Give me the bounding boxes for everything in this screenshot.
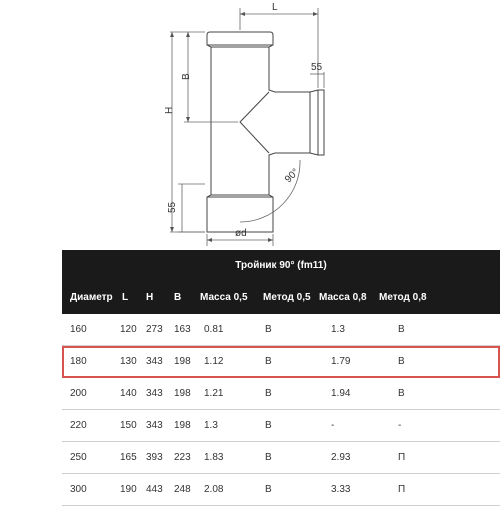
header-method-05: Метод 0,5: [263, 292, 311, 303]
cell-H: 393: [146, 452, 163, 463]
header-mass-08: Масса 0,8: [319, 292, 367, 303]
cell-L: 120: [120, 324, 137, 335]
dim-B-label: B: [181, 73, 192, 80]
table-row: [62, 378, 500, 410]
dim-55-left-label: 55: [167, 201, 178, 213]
cell-method-05: B: [265, 324, 272, 335]
cell-L: 140: [120, 388, 137, 399]
cell-diameter: 300: [70, 484, 87, 495]
branch-join: [240, 92, 269, 153]
dim-angle-label: 90°: [282, 166, 302, 186]
cell-mass-05: 1.21: [204, 388, 224, 399]
cell-L: 130: [120, 356, 137, 367]
header-B: B: [174, 292, 182, 303]
table-row: [62, 474, 500, 506]
spec-table: [62, 250, 500, 506]
header-H: H: [146, 292, 154, 303]
cell-method-08: П: [398, 452, 406, 463]
main-pipe-outline: [207, 32, 324, 232]
cell-mass-08: 1.3: [331, 324, 345, 335]
dim-L-label: L: [272, 2, 278, 13]
cell-H: 343: [146, 388, 163, 399]
tee-technical-drawing: [0, 0, 500, 250]
cell-B: 163: [174, 324, 191, 335]
header-method-08: Метод 0,8: [379, 292, 427, 303]
cell-mass-08: 1.79: [331, 356, 351, 367]
cell-B: 198: [174, 356, 191, 367]
cell-method-08: B: [398, 324, 405, 335]
table-row-highlighted: [62, 346, 500, 378]
table-row: [62, 442, 500, 474]
header-L: L: [122, 292, 129, 303]
cell-H: 343: [146, 356, 163, 367]
cell-method-05: B: [265, 420, 272, 431]
cell-B: 223: [174, 452, 191, 463]
table-title: Тройник 90° (fm11): [62, 250, 500, 282]
dim-diameter-label: ød: [235, 228, 247, 239]
cell-mass-05: 1.3: [204, 420, 218, 431]
cell-H: 443: [146, 484, 163, 495]
cell-mass-08: 3.33: [331, 484, 351, 495]
cell-diameter: 250: [70, 452, 87, 463]
cell-B: 248: [174, 484, 191, 495]
cell-method-05: B: [265, 356, 272, 367]
cell-mass-05: 0.81: [204, 324, 224, 335]
header-mass-05: Масса 0,5: [200, 292, 248, 303]
cell-mass-08: -: [331, 420, 335, 431]
table-row: [62, 314, 500, 346]
header-diameter: Диаметр: [70, 292, 113, 303]
cell-method-08: П: [398, 484, 406, 495]
cell-method-08: B: [398, 356, 405, 367]
cell-H: 273: [146, 324, 163, 335]
cell-L: 150: [120, 420, 137, 431]
table-row: [62, 410, 500, 442]
cell-mass-05: 2.08: [204, 484, 224, 495]
cell-B: 198: [174, 420, 191, 431]
cell-B: 198: [174, 388, 191, 399]
dim-55-top-label: 55: [311, 62, 323, 73]
cell-mass-08: 2.93: [331, 452, 351, 463]
cell-H: 343: [146, 420, 163, 431]
cell-L: 190: [120, 484, 137, 495]
cell-mass-08: 1.94: [331, 388, 351, 399]
cell-method-05: B: [265, 484, 272, 495]
cell-method-08: B: [398, 388, 405, 399]
cell-diameter: 220: [70, 420, 87, 431]
cell-diameter: 180: [70, 356, 87, 367]
dim-H-label: H: [164, 106, 175, 114]
cell-method-05: B: [265, 452, 272, 463]
cell-L: 165: [120, 452, 137, 463]
cell-method-08: -: [398, 420, 402, 431]
cell-diameter: 160: [70, 324, 87, 335]
cell-method-05: B: [265, 388, 272, 399]
cell-mass-05: 1.83: [204, 452, 224, 463]
cell-diameter: 200: [70, 388, 87, 399]
cell-mass-05: 1.12: [204, 356, 224, 367]
table-header-row: [62, 282, 500, 314]
